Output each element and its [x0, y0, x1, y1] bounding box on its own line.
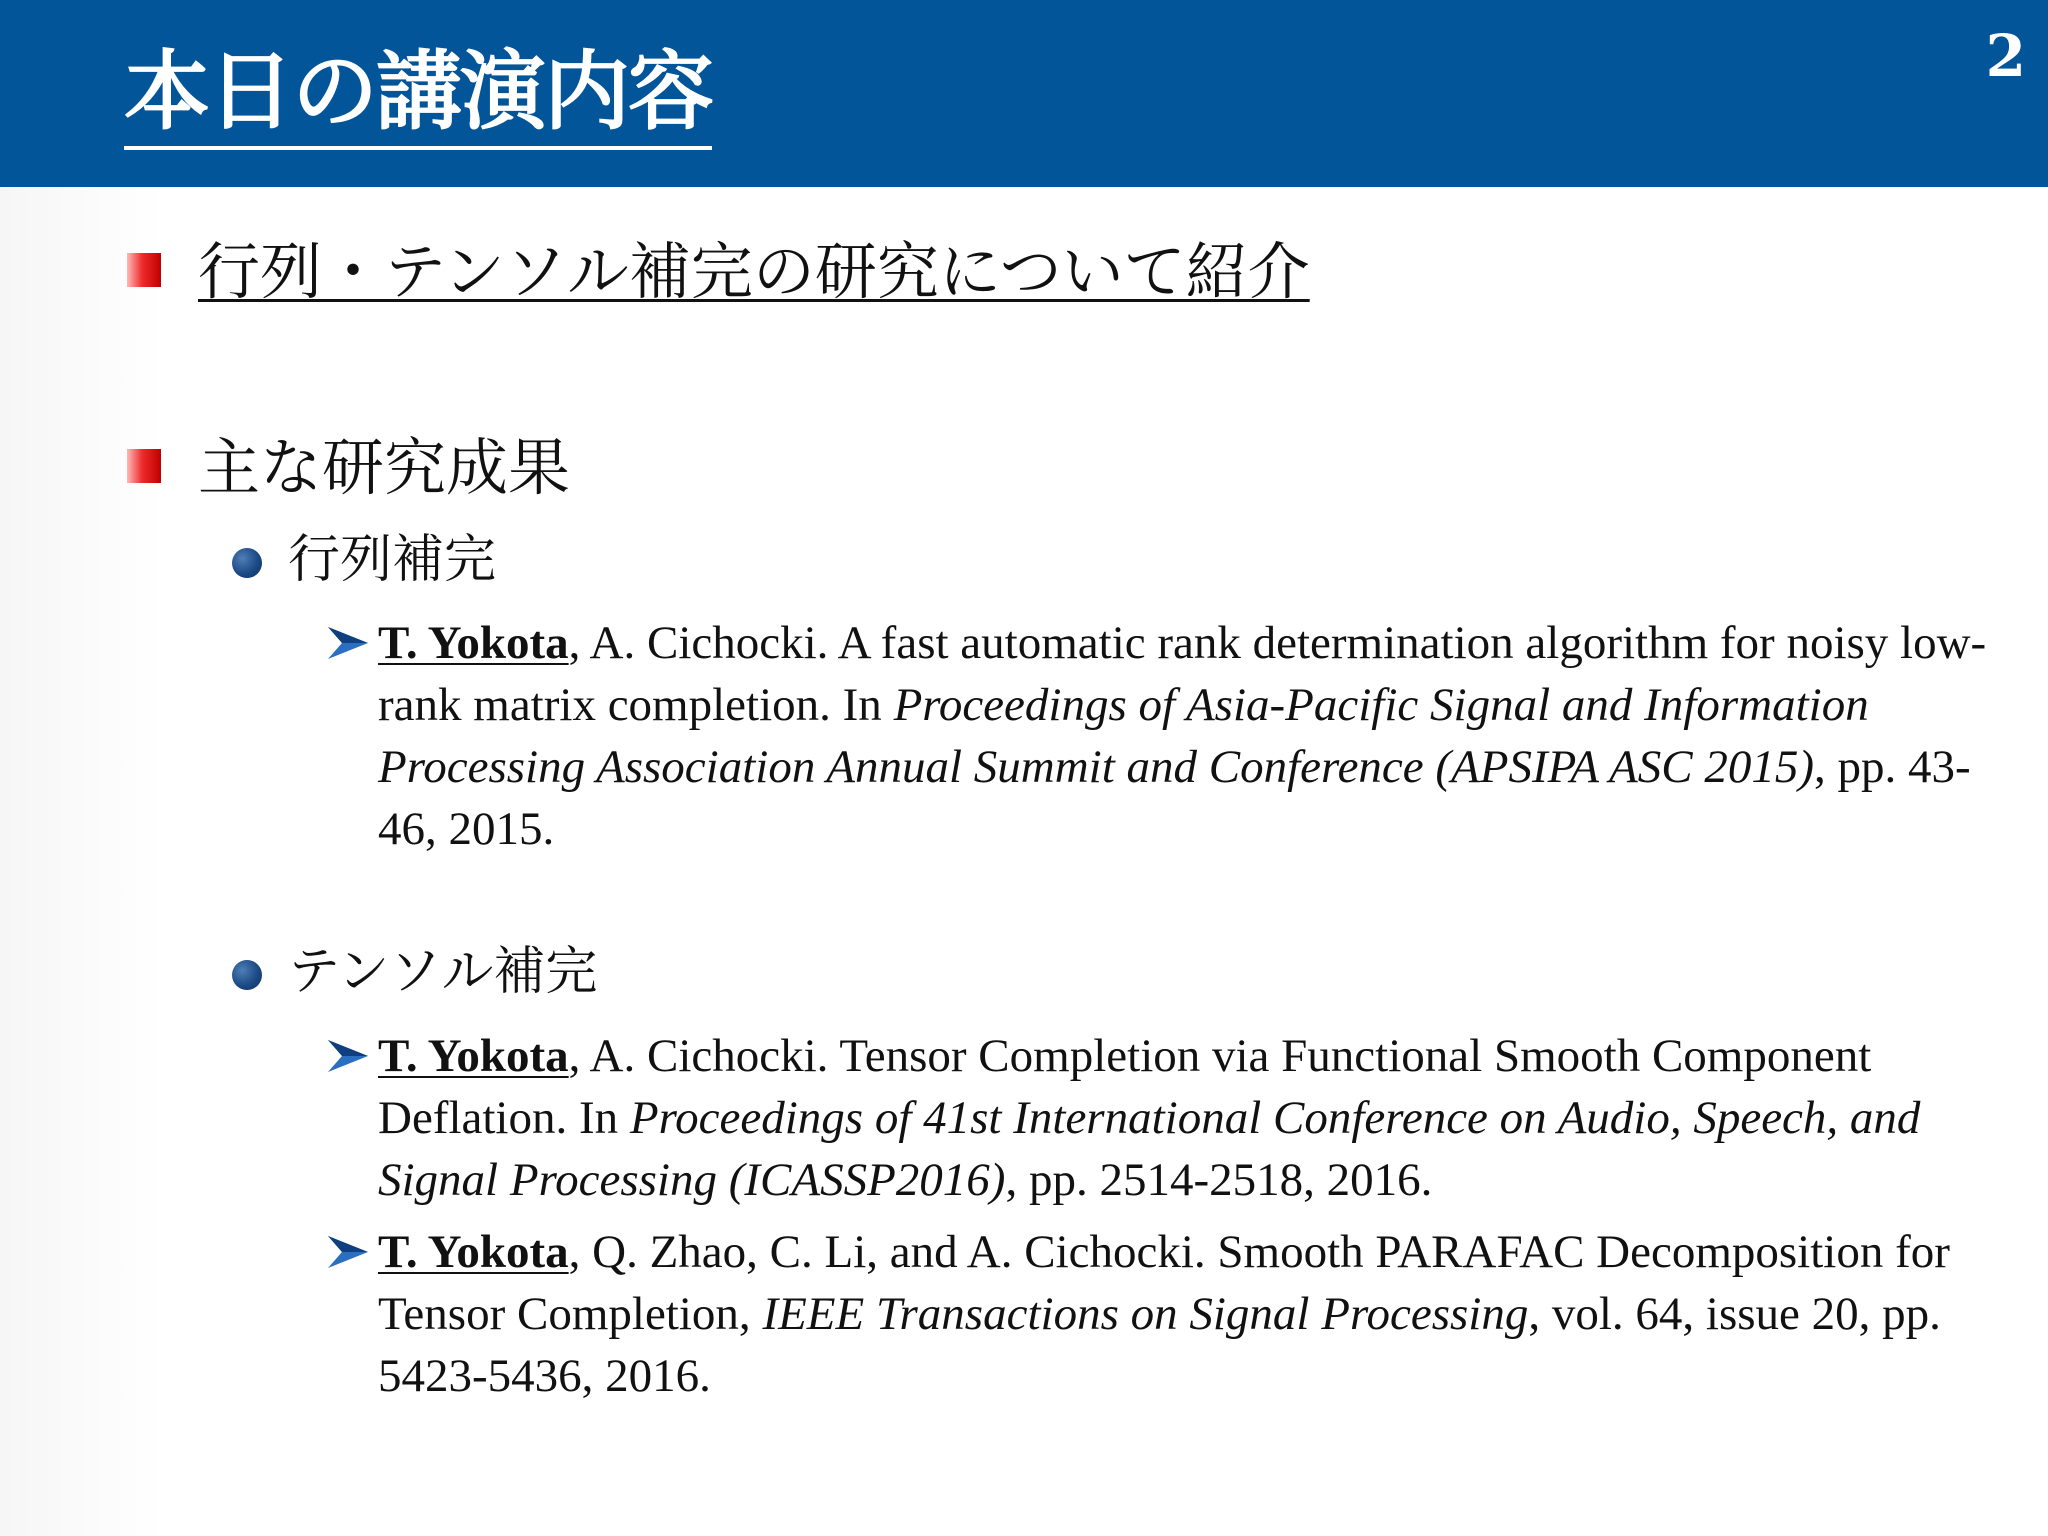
blue-arrow-bullet-icon [326, 623, 370, 663]
red-square-bullet-icon [127, 253, 161, 287]
reference-tail: , pp. 2514-2518, 2016. [1005, 1154, 1433, 1206]
reference-venue: Proceedings of Asia-Pacific Signal and Information Processing Association Annual Summit and Conference (APSIPA ASC 2015) [378, 679, 1869, 793]
blue-arrow-bullet-icon [326, 1232, 370, 1272]
subsection-heading-tensor: テンソル補完 [288, 942, 598, 1002]
blue-circle-bullet-icon [232, 960, 262, 990]
reference-item [378, 1221, 2018, 1407]
red-square-bullet-icon [127, 449, 161, 483]
reference-author: T. Yokota [378, 617, 569, 669]
subsection-heading-matrix: 行列補完 [288, 530, 497, 590]
reference-item [378, 1025, 2018, 1211]
reference-venue: Proceedings of 41st International Conference on Audio, Speech, and Signal Processing (ICASSP2016) [378, 1092, 1921, 1206]
slide-title: 本日の講演内容 [124, 40, 712, 150]
reference-author: T. Yokota [378, 1226, 569, 1278]
reference-item [378, 612, 2018, 860]
reference-text: , Q. Zhao, C. Li, and A. Cichocki. Smooth PARAFAC Decomposition for Tensor Completion, [378, 1226, 1950, 1340]
left-shade [0, 187, 165, 1536]
reference-text: , A. Cichocki. A fast automatic rank determination algorithm for noisy low-rank matrix completion. In [378, 617, 1987, 731]
reference-tail: , vol. 64, issue 20, pp. 5423-5436, 2016. [378, 1288, 1941, 1402]
reference-text: , A. Cichocki. Tensor Completion via Functional Smooth Component Deflation. In [378, 1030, 1872, 1144]
reference-author: T. Yokota [378, 1030, 569, 1082]
section-heading-results: 主な研究成果 [198, 431, 571, 504]
blue-arrow-bullet-icon [326, 1036, 370, 1076]
section-heading-intro: 行列・テンソル補完の研究について紹介 [198, 235, 1310, 308]
title-bar [0, 0, 2048, 187]
reference-tail: , pp. 43-46, 2015. [378, 741, 1971, 855]
blue-circle-bullet-icon [232, 548, 262, 578]
reference-venue: IEEE Transactions on Signal Processing [762, 1288, 1529, 1340]
page-number: 2 [1985, 22, 2026, 90]
